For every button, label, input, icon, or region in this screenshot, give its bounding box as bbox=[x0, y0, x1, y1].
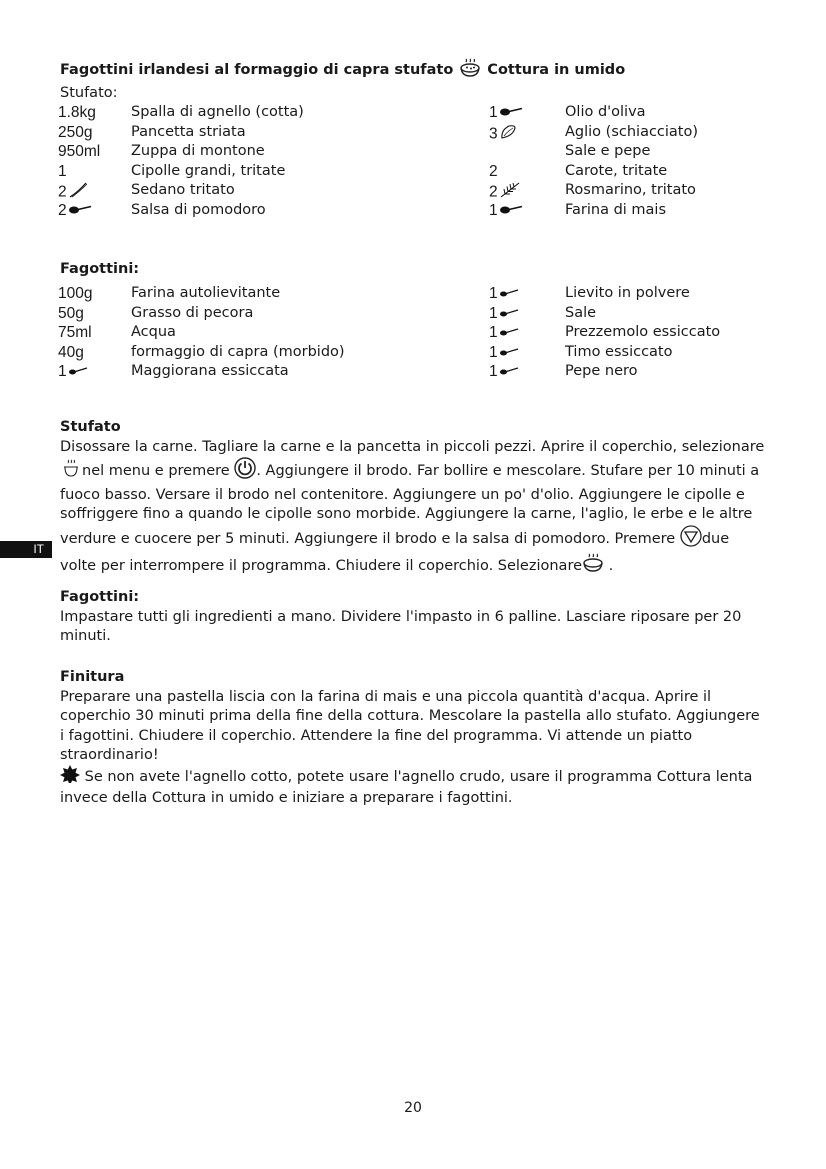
ingredient-name: Olio d'oliva bbox=[565, 104, 646, 120]
ingredient-row bbox=[489, 363, 789, 383]
teaspoon-icon bbox=[499, 285, 519, 303]
ingredient-row bbox=[489, 182, 789, 202]
ingredient-quantity: 1 bbox=[58, 363, 88, 381]
ingredient-row bbox=[58, 124, 458, 144]
ingredient-row bbox=[58, 324, 458, 344]
recipe-title bbox=[60, 58, 625, 82]
ingredient-quantity: 1 bbox=[489, 324, 519, 342]
celery-stalk-icon bbox=[68, 182, 88, 203]
rosemary-sprig-icon bbox=[499, 182, 521, 203]
fagottini-label: Fagottini: bbox=[60, 261, 140, 277]
ingredient-name: Sedano tritato bbox=[131, 182, 235, 199]
finitura-text: Preparare una pastella liscia con la farina di mais e una piccola quantità d'acqua. Aprire il coperchio 30 minuti prima della fine della cottura. Mescolare la pastella allo stufato. Aggiungere i fagottini. Chiudere il coperchio. Attendere la fine del programma. Vi attende un piatto straordinario! bbox=[60, 689, 760, 764]
tip-note bbox=[60, 765, 765, 809]
ingredient-name: Aglio (schiacciato) bbox=[565, 123, 699, 140]
language-tab: IT bbox=[0, 541, 52, 558]
ingredient-quantity: 100g bbox=[58, 285, 93, 302]
ingredient-name: Farina di mais bbox=[565, 202, 667, 218]
ingredient-name: Grasso di pecora bbox=[131, 304, 254, 321]
finitura-heading: Finitura bbox=[60, 669, 125, 685]
ingredient-quantity: 250g bbox=[58, 123, 93, 141]
ingredient-name: formaggio di capra (morbido) bbox=[131, 343, 345, 360]
recipe-title-text: Fagottini irlandesi al formaggio di capra stufato bbox=[60, 62, 454, 78]
ingredient-name: Sale e pepe bbox=[565, 143, 651, 160]
stufato-ingredients-right bbox=[489, 104, 789, 224]
program-name: Cottura in umido bbox=[487, 62, 626, 78]
ingredient-name: Maggiorana essiccata bbox=[131, 363, 289, 380]
stew-menu-icon bbox=[60, 459, 82, 484]
ingredient-quantity: 1 bbox=[489, 363, 519, 381]
tip-text: Se non avete l'agnello cotto, potete usare l'agnello crudo, usare il programma Cottura lenta invece della Cottura in umido e iniziare a preparare i fagottini. bbox=[60, 769, 753, 807]
ingredient-row bbox=[58, 202, 458, 222]
ingredient-name: Lievito in polvere bbox=[565, 285, 690, 301]
ingredient-quantity: 50g bbox=[58, 304, 84, 322]
stufato-text-part4: due volte per interrompere il programma. Chiudere il coperchio. Selezionare bbox=[60, 530, 730, 575]
ingredient-row bbox=[58, 143, 458, 163]
stufato-text-part5: . bbox=[604, 558, 614, 575]
fagottini-ingredients-right bbox=[489, 285, 789, 385]
ingredient-quantity: 2 bbox=[58, 182, 88, 203]
ingredient-quantity: 2 bbox=[489, 162, 498, 180]
stufato-method-text bbox=[60, 438, 765, 579]
garlic-clove-icon bbox=[499, 124, 517, 145]
ingredient-row bbox=[489, 124, 789, 144]
fagottini-method-text: Impastare tutti gli ingredienti a mano. Dividere l'impasto in 6 palline. Lasciare riposare per 20 minuti. bbox=[60, 609, 742, 645]
ingredient-row bbox=[489, 305, 789, 325]
power-button-icon bbox=[234, 457, 256, 485]
ingredient-quantity: 1 bbox=[489, 202, 523, 220]
ingredient-quantity: 3 bbox=[489, 124, 517, 145]
tablespoon-icon bbox=[499, 104, 523, 122]
ingredient-row bbox=[489, 285, 789, 305]
ingredient-quantity: 2 bbox=[489, 182, 521, 203]
ingredient-row bbox=[58, 363, 458, 383]
ingredient-row bbox=[58, 104, 458, 124]
ingredient-row bbox=[489, 202, 789, 222]
ingredient-row bbox=[489, 163, 789, 183]
ingredient-row bbox=[489, 324, 789, 344]
stufato-label: Stufato: bbox=[60, 85, 118, 101]
teaspoon-icon bbox=[499, 305, 519, 323]
ingredient-quantity: 1.8kg bbox=[58, 104, 96, 121]
ingredient-name: Farina autolievitante bbox=[131, 285, 281, 301]
ingredient-quantity: 40g bbox=[58, 343, 84, 361]
ingredient-quantity: 1 bbox=[489, 104, 523, 122]
stufato-ingredients-left bbox=[58, 104, 458, 224]
ingredient-quantity: 1 bbox=[489, 285, 519, 303]
teaspoon-icon bbox=[499, 363, 519, 381]
ingredient-name: Timo essiccato bbox=[565, 343, 673, 360]
tablespoon-icon bbox=[499, 202, 523, 220]
fagottini-ingredients-left bbox=[58, 285, 458, 385]
ingredient-name: Salsa di pomodoro bbox=[131, 202, 266, 218]
ingredient-quantity: 1 bbox=[489, 344, 519, 362]
ingredient-row bbox=[58, 285, 458, 305]
teaspoon-icon bbox=[499, 324, 519, 342]
ingredient-name: Rosmarino, tritato bbox=[565, 182, 696, 199]
ingredient-row bbox=[58, 344, 458, 364]
ingredient-quantity: 1 bbox=[58, 162, 67, 180]
ingredient-name: Cipolle grandi, tritate bbox=[131, 162, 286, 179]
ingredient-name: Pancetta striata bbox=[131, 123, 246, 140]
stufato-method-heading: Stufato bbox=[60, 419, 121, 435]
ingredient-name: Spalla di agnello (cotta) bbox=[131, 104, 304, 120]
ingredient-quantity: 1 bbox=[489, 305, 519, 323]
stop-button-icon bbox=[680, 525, 702, 553]
page-number: 20 bbox=[404, 1100, 422, 1116]
stufato-text-part3: . Aggiungere il brodo. Far bollire e mescolare. Stufare per 10 minuti a fuoco basso. Versare il brodo nel contenitore. Aggiungere un po' d'olio. Aggiungere le cipolle e soffriggere fino a quando le cipolle sono morbide. Aggiungere la carne, l'aglio, le erbe e le altre verdure e cuocere per 5 minuti. Aggiungere il brodo e la salsa di pomodoro. Premere bbox=[60, 463, 760, 547]
ingredient-quantity: 2 bbox=[58, 202, 92, 220]
ingredient-name: Pepe nero bbox=[565, 363, 638, 380]
ingredient-name: Sale bbox=[565, 304, 597, 321]
teaspoon-icon bbox=[68, 363, 88, 381]
tip-star-icon bbox=[60, 765, 80, 789]
fagottini-method-heading: Fagottini: bbox=[60, 589, 140, 605]
ingredient-row bbox=[58, 305, 458, 325]
stufato-text-part1: Disossare la carne. Tagliare la carne e la pancetta in piccoli pezzi. Aprire il coperchio, selezionare bbox=[60, 439, 765, 455]
stufato-text-part2: nel menu e premere bbox=[82, 463, 235, 480]
ingredient-row bbox=[58, 182, 458, 202]
ingredient-row bbox=[58, 163, 458, 183]
ingredient-name: Acqua bbox=[131, 324, 176, 341]
ingredient-name: Zuppa di montone bbox=[131, 143, 265, 160]
stew-pot-icon bbox=[459, 58, 481, 82]
ingredient-name: Prezzemolo essiccato bbox=[565, 324, 721, 341]
ingredient-row bbox=[489, 104, 789, 124]
ingredient-row bbox=[489, 344, 789, 364]
tablespoon-icon bbox=[68, 202, 92, 220]
ingredient-row bbox=[489, 143, 789, 163]
ingredient-quantity: 75ml bbox=[58, 324, 92, 342]
stew-pot-icon bbox=[582, 553, 604, 579]
ingredient-name: Carote, tritate bbox=[565, 162, 668, 179]
ingredient-quantity: 950ml bbox=[58, 143, 101, 161]
teaspoon-icon bbox=[499, 344, 519, 362]
